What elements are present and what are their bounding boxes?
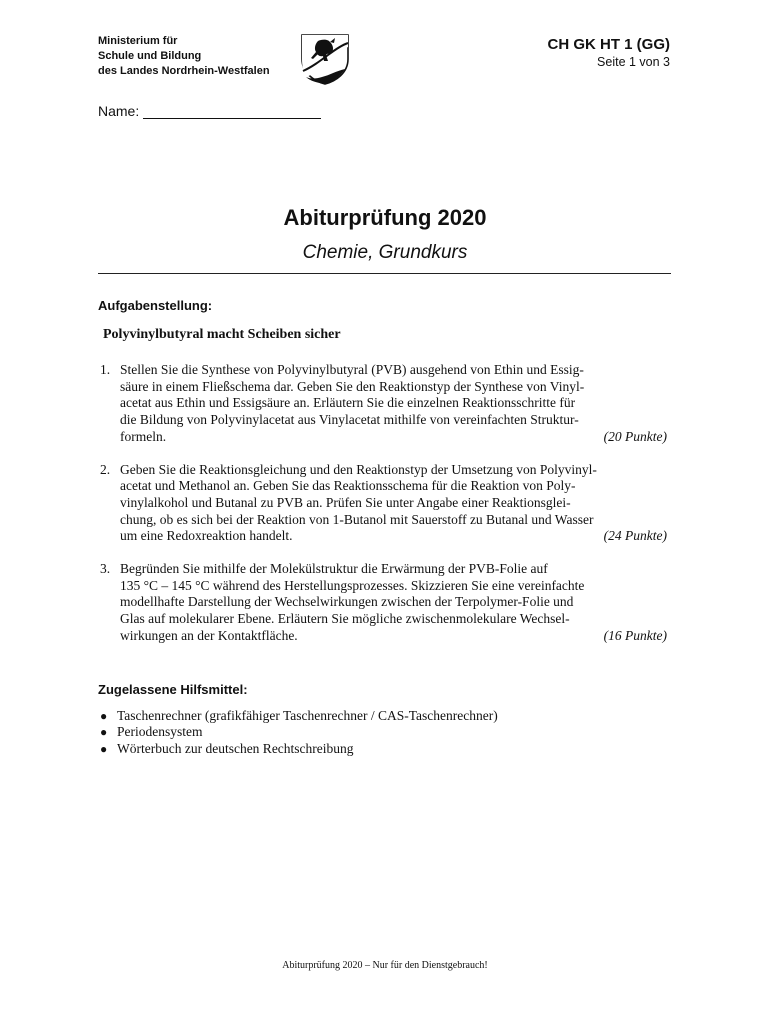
list-item (100, 724, 660, 740)
ministry-line: Ministerium für (98, 35, 178, 47)
bullet-icon: ● (100, 709, 108, 723)
task-line: Glas auf molekularer Ebene. Erläutern Sie mögliche zwischenmolekulare Wechsel- (120, 611, 570, 627)
task-line: die Bildung von Polyvinylacetat aus Vinylacetat mithilfe von vereinfachten Struktur- (120, 412, 579, 428)
task-line: wirkungen an der Kontaktfläche. (120, 627, 298, 643)
task-section-heading: Aufgabenstellung: (98, 298, 213, 313)
task-line-last (120, 429, 667, 446)
task-number: 1. (100, 362, 111, 377)
task-item (100, 362, 667, 446)
task-line: Stellen Sie die Synthese von Polyvinylbutyral (PVB) ausgehend von Ethin und Essig- (120, 362, 584, 377)
task-line: Geben Sie die Reaktionsgleichung und den Reaktionstyp der Umsetzung von Polyvinyl- (120, 461, 597, 477)
list-item (100, 741, 660, 757)
bullet-icon: ● (100, 725, 108, 740)
bullet-icon: ● (100, 741, 108, 756)
task-points: (16 Punkte) (603, 627, 667, 643)
aids-section-heading: Zugelassene Hilfsmittel: (98, 682, 248, 697)
page-title: Abiturprüfung 2020 (283, 205, 487, 230)
task-item (100, 462, 667, 546)
exam-code: CH GK HT 1 (GG) (547, 36, 670, 53)
page-indicator: Seite 1 von 3 (597, 55, 670, 69)
ministry-line: Schule und Bildung (98, 50, 202, 62)
coat-of-arms-icon (300, 33, 350, 85)
task-points: (24 Punkte) (603, 528, 667, 544)
task-line-last (120, 628, 667, 645)
task-line: säure in einem Fließschema dar. Geben Sie den Reaktionstyp der Synthese von Vinyl- (120, 378, 585, 394)
aid-text: Periodensystem (117, 724, 203, 740)
name-blank-line (143, 105, 321, 119)
task-line: 135 °C – 145 °C während des Herstellungsprozesses. Skizzieren Sie eine vereinfachte (120, 577, 585, 593)
name-label: Name: (98, 103, 140, 119)
ministry-name (98, 34, 270, 79)
task-line: chung, ob es sich bei der Reaktion von 1-Butanol mit Sauerstoff zu Butanal und Wasser (120, 511, 594, 527)
task-line: Begründen Sie mithilfe der Molekülstruktur die Erwärmung der PVB-Folie auf (120, 561, 548, 577)
task-list (100, 362, 667, 661)
task-number: 2. (100, 461, 111, 477)
task-line: acetat und Methanol an. Geben Sie das Reaktionsschema für die Reaktion von Poly- (120, 478, 576, 494)
name-field (98, 103, 321, 119)
task-item (100, 561, 667, 645)
task-line: vinylalkohol und Butanal zu PVB an. Prüfen Sie unter Angabe einer Reaktionsglei- (120, 494, 571, 510)
task-number: 3. (100, 561, 111, 577)
task-line: modellhafte Darstellung der Wechselwirkungen zwischen der Terpolymer-Folie und (120, 594, 574, 610)
task-topic: Polyvinylbutyral macht Scheiben sicher (103, 327, 341, 342)
ministry-line: des Landes Nordrhein-Westfalen (98, 65, 270, 77)
task-line: um eine Redoxreaktion handelt. (120, 528, 293, 544)
page-footer: Abiturprüfung 2020 – Nur für den Dienstgebrauch! (282, 960, 488, 971)
task-line: formeln. (120, 428, 167, 444)
task-line-last (120, 528, 667, 545)
page-subtitle: Chemie, Grundkurs (302, 242, 468, 263)
task-points: (20 Punkte) (603, 428, 667, 444)
list-item (100, 708, 660, 724)
task-line: acetat aus Ethin und Essigsäure an. Erläutern Sie die einzelnen Reaktionsschritte für (120, 395, 576, 411)
aid-text: Taschenrechner (grafikfähiger Taschenrechner / CAS-Taschenrechner) (117, 708, 498, 723)
aids-list (100, 708, 660, 757)
title-divider (98, 273, 671, 274)
aid-text: Wörterbuch zur deutschen Rechtschreibung (117, 740, 354, 756)
